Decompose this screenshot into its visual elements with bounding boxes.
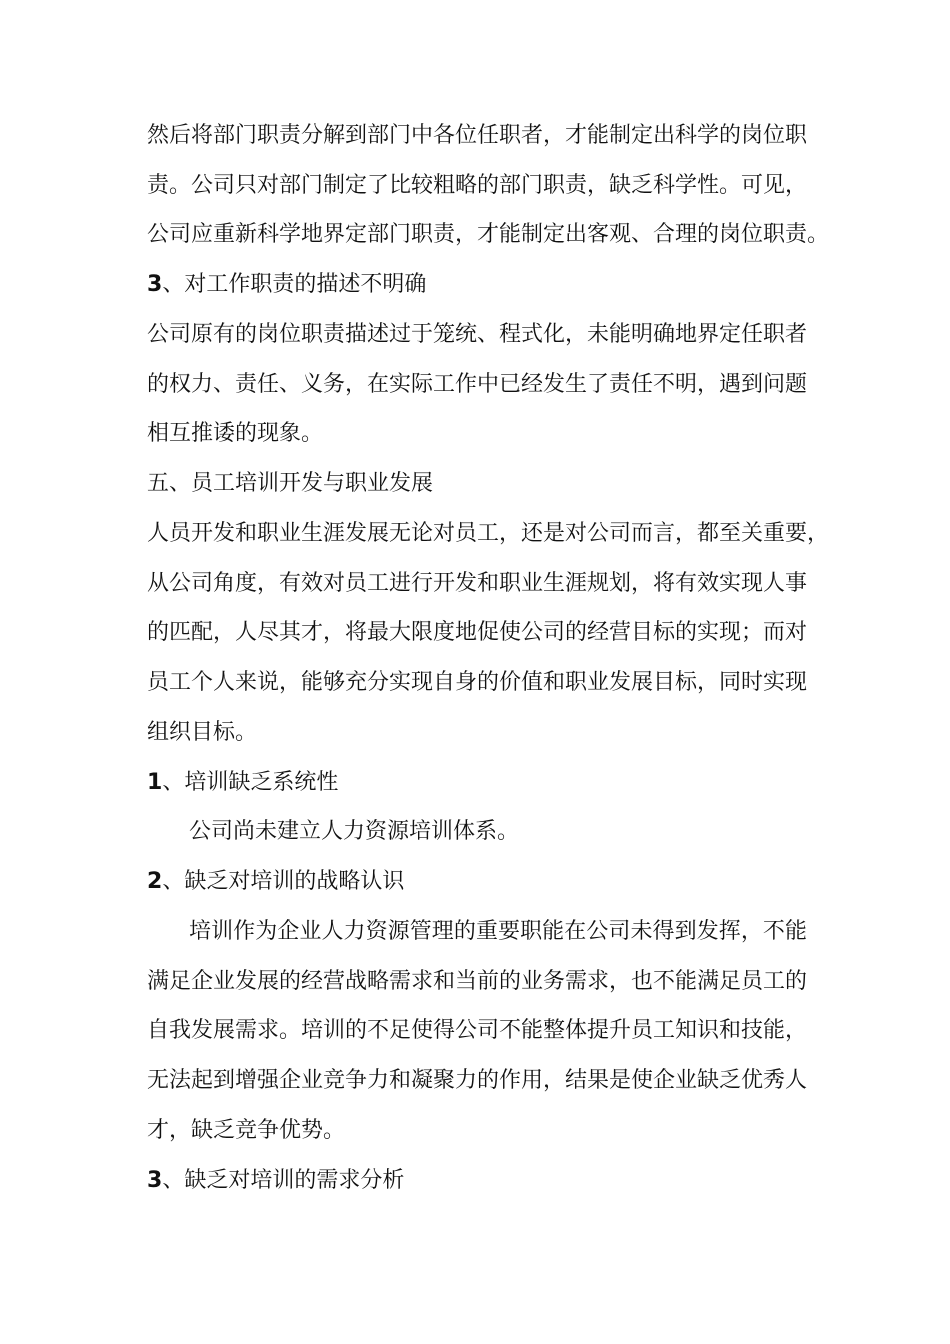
section-heading	[147, 767, 807, 799]
paragraph-line: 的匹配，人尽其才，将最大限度地促使公司的经营目标的实现；而对	[147, 620, 808, 645]
paragraph-line: 责。公司只对部门制定了比较粗略的部门职责，缺乏科学性。可见，	[147, 173, 808, 198]
paragraph-line: 公司原有的岗位职责描述过于笼统、程式化，未能明确地界定任职者	[147, 322, 808, 347]
paragraph-line: 才，缺乏竞争优势。	[147, 1118, 346, 1143]
paragraph-line: 无法起到增强企业竞争力和凝聚力的作用，结果是使企业缺乏优秀人	[147, 1068, 808, 1093]
paragraph-line: 然后将部门职责分解到部门中各位任职者，才能制定出科学的岗位职	[147, 123, 808, 148]
paragraph-line: 满足企业发展的经营战略需求和当前的业务需求，也不能满足员工的	[147, 969, 808, 994]
paragraph-line: 员工个人来说，能够充分实现自身的价值和职业发展目标，同时实现	[147, 670, 808, 695]
heading-number: 2	[147, 869, 163, 894]
section-heading	[147, 1165, 807, 1197]
chapter-heading: 五、员工培训开发与职业发展	[147, 471, 434, 496]
paragraph-line: 人员开发和职业生涯发展无论对员工，还是对公司而言，都至关重要，	[147, 521, 830, 546]
section-heading	[147, 269, 807, 301]
paragraph-line: 培训作为企业人力资源管理的重要职能在公司未得到发挥，不能	[189, 919, 807, 944]
heading-number: 3	[147, 272, 163, 297]
paragraph-line: 组织目标。	[147, 720, 258, 745]
paragraph-line: 公司应重新科学地界定部门职责，才能制定出客观、合理的岗位职责。	[147, 222, 830, 247]
paragraph-line: 自我发展需求。培训的不足使得公司不能整体提升员工知识和技能，	[147, 1018, 808, 1043]
paragraph-line: 相互推诿的现象。	[147, 421, 324, 446]
paragraph-line: 的权力、责任、义务，在实际工作中已经发生了责任不明，遇到问题	[147, 372, 808, 397]
heading-text: 、培训缺乏系统性	[162, 770, 339, 795]
section-heading	[147, 866, 807, 898]
heading-text: 、对工作职责的描述不明确	[162, 272, 427, 297]
heading-text: 、缺乏对培训的需求分析	[162, 1168, 405, 1193]
paragraph-line: 从公司角度，有效对员工进行开发和职业生涯规划，将有效实现人事	[147, 571, 808, 596]
paragraph-line: 公司尚未建立人力资源培训体系。	[189, 819, 520, 844]
heading-number: 1	[147, 770, 163, 795]
heading-text: 、缺乏对培训的战略认识	[162, 869, 405, 894]
heading-number: 3	[147, 1168, 163, 1193]
